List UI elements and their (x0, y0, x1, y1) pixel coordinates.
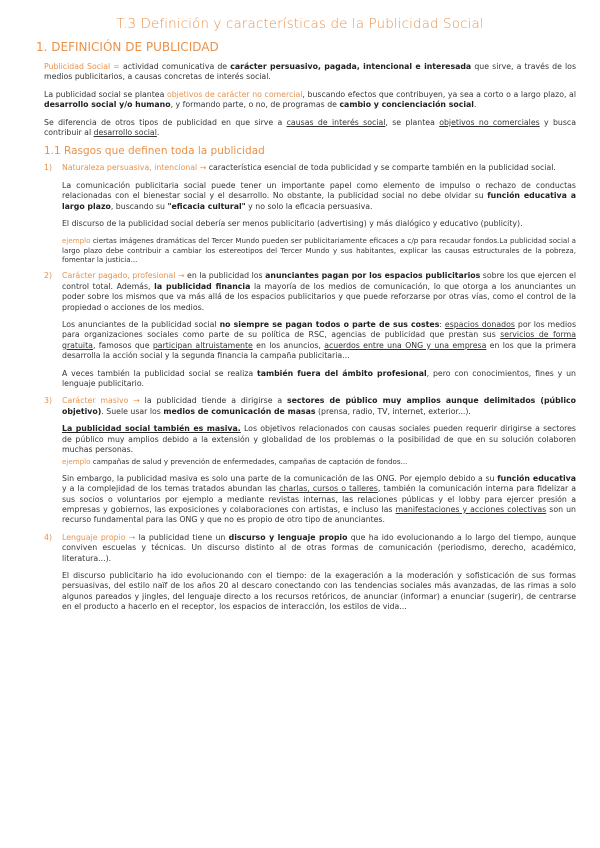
text: característica esencial de toda publicidad y se comparte también en la publicidad social. (206, 163, 556, 173)
rasgo-2-intro (62, 271, 576, 313)
rasgo-1-para (62, 181, 576, 212)
text: (prensa, radio, TV, internet, exterior...). (315, 406, 471, 416)
text: y no solo la eficacia persuasiva. (245, 201, 373, 211)
text: son un recurso fundamental para las ONG y que no es propio de otro tipo de anunciantes. (62, 504, 576, 525)
equals-sign: = (110, 62, 123, 71)
definition-paragraph (44, 62, 576, 83)
rasgo-3-para (62, 424, 576, 455)
bold-text: no siempre se pagan todos o parte de sus costes (219, 319, 440, 329)
term-publicidad-social: Publicidad Social (44, 62, 111, 71)
text: campañas de salud y prevención de enfermedades, campañas de captación de fondos... (90, 457, 408, 467)
underlined-text: acuerdos entre una ONG y una empresa (324, 340, 487, 350)
rasgo-1 (44, 163, 576, 264)
bold-text: desarrollo social y/o humano (44, 100, 171, 110)
text: en los que la primera desarrolla la acción social y la segunda financia la campaña publicitaria... (62, 340, 576, 361)
text: ciertas imágenes dramáticas del Tercer Mundo pueden ser publicitariamente eficaces a c/p para recaudar fondos.La publicidad social a largo plazo debe contribuir a cambiar los estereotipos del Tercer Mundo y sus habitantes, explicar las causas estructurales de la pobreza, fomentar la justicia... (62, 236, 576, 265)
underlined-text: causas de interés social (286, 117, 386, 127)
text: en la publicidad los (184, 271, 266, 281)
text: , también la comunicación interna para fidelizar a sus socios o voluntarios por ejemplo a mediante revistas internas, las relaciones públicas y el lobby para ejercer presión a empresas y gobiernos, las exposiciones y colaboraciones con artistas, e incluso las (62, 484, 576, 514)
text: la mayoría de los medios de comunicación, lo que otorga a los anunciantes un poder sobre los mismos que va más allá de los espacios publicitarios y que puede reforzarse por otras vías, como el control de la propiedad o acciones de los medios. (62, 281, 576, 312)
underlined-bold-text: La publicidad social también es masiva. (62, 424, 241, 434)
text: , se plantea (385, 117, 440, 127)
text: actividad comunicativa de (122, 62, 231, 71)
bold-text: medios de comunicación de masas (163, 406, 316, 416)
rasgo-4 (44, 533, 576, 613)
rasgo-3-para2 (62, 474, 576, 526)
rasgo-4-para: El discurso publicitario ha ido evolucionando con el tiempo: de la exageración a la moderación y sofisticación de sus formas persuasivas, del estilo naïf de los años 20 al descaro conectando con las tendencias sociales más avanzadas, de las rimas a solo algunos pareados y jingles, del lenguaje directo a los recursos retóricos, de anunciar (informar) a enunciar (sugerir), de centrarse en el producto a hacerlo en el receptor, los espacios de interacción, los estilos de vida... (62, 571, 576, 612)
rasgo-2-para2 (62, 369, 576, 390)
rasgo-number: 4) (44, 532, 53, 542)
bold-text: "eficacia cultural" (167, 201, 246, 211)
section-heading-1-1: 1.1 Rasgos que definen toda la publicidad (44, 145, 265, 158)
bold-text: función educativa (497, 473, 576, 483)
text: , famosos que (92, 340, 153, 350)
text: y busca contribuir al (44, 117, 576, 138)
rasgo-3-example (62, 457, 576, 466)
underlined-text: objetivos no comerciales (439, 117, 540, 127)
rasgo-4-intro (62, 533, 576, 564)
text: en los anuncios, (252, 340, 325, 350)
bold-text: anunciantes pagan por los espacios publicitarios (265, 271, 481, 281)
example-label: ejemplo (62, 457, 91, 467)
text: , buscando su (110, 201, 168, 211)
text: que sirve, a través de los medios publicitarios, a causas concretas de interés social. (44, 62, 577, 82)
underlined-text: participan altruistamente (152, 340, 253, 350)
text: A veces también la publicidad social se realiza (62, 368, 257, 378)
text: Se diferencia de otros tipos de publicidad en que sirve a (44, 117, 287, 127)
accent-text: objetivos de carácter no comercial (166, 89, 303, 99)
text: : (439, 319, 445, 329)
example-label: ejemplo (62, 236, 91, 246)
rasgo-1-example (62, 236, 576, 264)
text: la publicidad tiene un (135, 532, 229, 542)
bold-text: discurso y lenguaje propio (228, 532, 348, 542)
underlined-text: charlas, cursos o talleres (279, 484, 378, 494)
rasgo-2-para (62, 320, 576, 362)
text: Los objetivos relacionados con causas sociales pueden requerir dirigirse a sectores de público muy amplios debido a la extensión y globalidad de los problemas o la posibilidad de que en su solución colaboren muchas personas. (62, 424, 576, 455)
text: , pero con conocimientos, fines y un lenguaje publicitario. (62, 368, 576, 389)
text: Sin embargo, la publicidad masiva es solo una parte de la comunicación de las ONG. Por ejemplo debido a su (62, 473, 498, 483)
text: La comunicación publicitaria social puede tener un importante papel como elemento de impulso o rechazo de conductas relacionadas con el bienestar social y el desarrollo. No obstante, la publicidad social no debe olvidar su (62, 180, 576, 201)
rasgo-number: 3) (44, 396, 53, 406)
bold-text: sectores de público muy amplios aunque delimitados (público objetivo) (62, 396, 577, 416)
rasgo-2 (44, 271, 576, 389)
rasgo-title: Carácter pagado, profesional → (62, 271, 185, 281)
text: y a la complejidad de los temas tratados abundan las (62, 484, 280, 494)
text: La publicidad social se plantea (44, 89, 167, 99)
text: Los anunciantes de la publicidad social (62, 319, 220, 329)
rasgo-3 (44, 396, 576, 525)
paragraph-objetivos (44, 90, 576, 111)
text: . (473, 100, 477, 110)
paragraph-diferencia (44, 118, 576, 139)
underlined-text: espacios donados (444, 319, 515, 329)
underlined-text: desarrollo social (93, 128, 157, 138)
rasgo-number: 2) (44, 271, 53, 281)
rasgo-1-intro (62, 163, 576, 173)
text: la publicidad tiende a dirigirse a (139, 396, 287, 406)
rasgo-3-intro (62, 396, 576, 417)
rasgo-title: Lenguaje propio → (62, 532, 136, 542)
text: que ha ido evolucionando a lo largo del tiempo, aunque conviven escuelas y técnicas. Un discurso distinto al de otras formas de comunicación (periodismo, derecho, académico, literatura...). (62, 532, 576, 563)
bold-text: la publicidad financia (154, 281, 251, 291)
bold-text: carácter persuasivo, pagada, intencional e interesada (230, 62, 472, 71)
text: , buscando efectos que contribuyen, ya sea a corto o a largo plazo, al (302, 89, 577, 99)
text: . (156, 128, 160, 138)
section-heading-1: 1. DEFINICIÓN DE PUBLICIDAD (36, 40, 219, 54)
text: por los medios para organizaciones sociales como parte de su política de RSC, agencias de publicidad que prestan sus (62, 319, 577, 340)
underlined-text: manifestaciones y acciones colectivas (395, 504, 547, 514)
bold-text: también fuera del ámbito profesional (256, 368, 427, 378)
rasgo-title: Carácter masivo → (62, 396, 140, 406)
rasgo-title: Naturaleza persuasiva, intencional → (62, 163, 207, 173)
text: , y formando parte, o no, de programas de (170, 100, 340, 110)
underlined-text: servicios de forma gratuita (62, 330, 576, 350)
rasgo-number: 1) (44, 163, 53, 173)
page-title: T.3 Definición y características de la Publicidad Social (116, 16, 484, 32)
text: sobre los que ejercen el control total. Además, (62, 271, 577, 291)
bold-text: función educativa a largo plazo (62, 191, 576, 211)
bold-text: cambio y concienciación social (339, 100, 474, 110)
rasgo-1-para2: El discurso de la publicidad social debería ser menos publicitario (advertising) y más dialógico y educativo (publicity). (62, 219, 523, 229)
text: . Suele usar los (101, 406, 164, 416)
